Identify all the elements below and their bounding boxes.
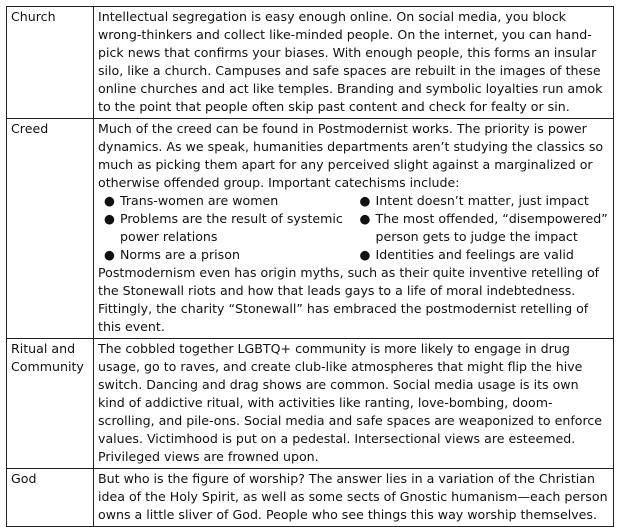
bullet-icon: ● [359,247,371,262]
bullet-icon: ● [104,247,115,262]
row-text: But who is the figure of worship? The answer lies in a variation of the Christian idea of the Holy Spirit, as well as some sects of Gnostic humanism—each person owns a little sliver of God. People who see things this way worship themselves. [94,469,614,527]
bullet-icon: ● [104,193,115,208]
list-item: ● Problems are the result of systemic power relations [98,210,354,246]
row-label: Ritual and Community [7,339,94,469]
table-row [7,339,614,469]
row-label: Church [7,7,94,119]
row-text: The cobbled together LGBTQ+ community is more likely to engage in drug usage, go to raves, and create club-like atmospheres that might flip the hive switch. Dancing and drag shows are common. Social media usage is its own kind of addictive ritual, with activities like ranting, love-bombing, doom-scrolling, and pile-ons. Social media and safe spaces are weaponized to enforce values. Victimhood is put on a pedestal. Intersectional views are esteemed. Privileged views are frowned upon. [94,339,614,469]
table-row [7,119,614,339]
table-row [7,7,614,119]
list-item: ● The most offended, “disempowered” person gets to judge the impact [354,210,610,246]
row-content [94,119,614,339]
row-label: Creed [7,119,94,339]
bullet-icon: ● [104,211,115,226]
table-row [7,469,614,527]
bullet-column-right [354,192,610,264]
list-item: ● Norms are a prison [98,246,354,264]
row-text: Intellectual segregation is easy enough online. On social media, you block wrong-thinkers and collect like-minded people. On the internet, you can hand-pick news that confirms your biases. With enough people, this forms an insular silo, like a church. Campuses and safe spaces are rebuilt in the images of these online churches and act like temples. Branding and symbolic loyalties run amok to the point that people often skip past content and check for fealty or sin. [94,7,614,119]
list-item: ● Intent doesn’t matter, just impact [354,192,610,210]
catechism-list [98,192,609,264]
bullet-icon: ● [359,193,371,208]
bullet-icon: ● [359,211,371,226]
content-table [6,6,614,527]
list-item: ● Trans-women are women [98,192,354,210]
list-item: ● Identities and feelings are valid [354,246,610,264]
bullet-column-left [98,192,354,264]
creed-intro: Much of the creed can be found in Postmodernist works. The priority is power dynamics. As we speak, humanities departments aren’t studying the classics so much as picking them apart for any perceived slight against a marginalized or otherwise offended group. Important catechisms include: [98,121,604,190]
creed-outro: Postmodernism even has origin myths, such as their quite inventive retelling of the Stonewall riots and how that leads gays to a life of moral indebtedness. Fittingly, the charity “Stonewall” has embraced the postmodernist retelling of this event. [98,265,600,334]
row-label: God [7,469,94,527]
